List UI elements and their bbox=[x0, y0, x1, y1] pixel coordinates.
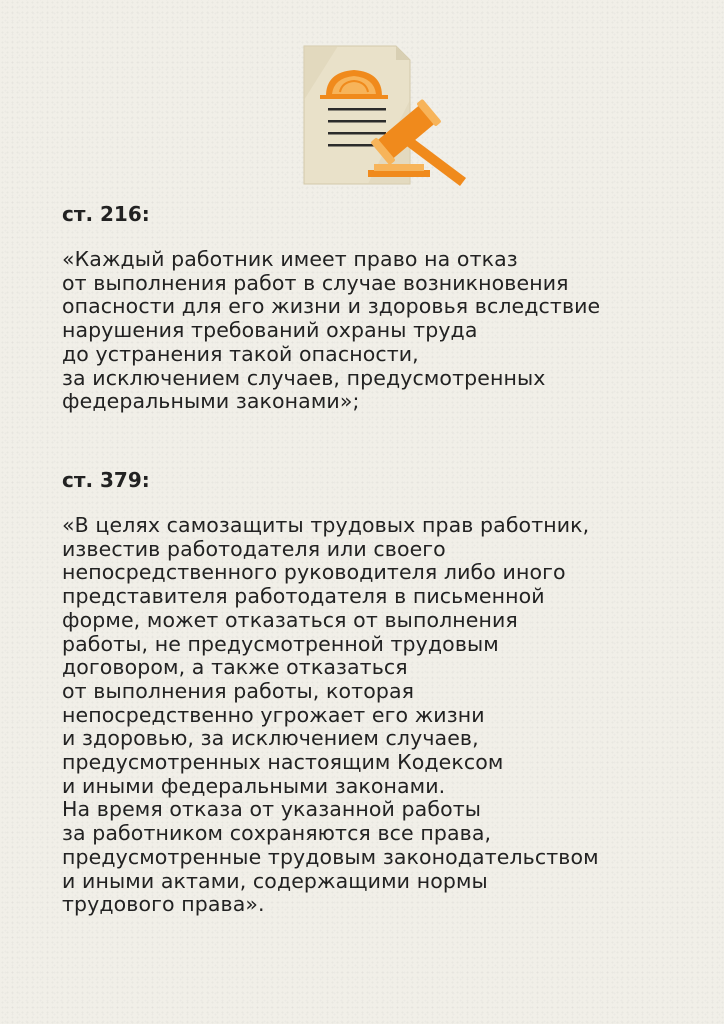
document-with-gavel-icon bbox=[298, 40, 473, 190]
article-heading: ст. 379: bbox=[62, 468, 150, 492]
article-text: «В целях самозащиты трудовых прав работник, известив работодателя или своего непосредственного руководителя либо иного представителя работодателя в письменной форме, может отказаться от выполнения работы, не предусмотренной трудовым договором, а также отказаться от выполнения работы, которая непосредственно угрожает его жизни и здоровью, за исключением случаев, предусмотренных настоящим Кодексом и иными федеральными законами. На время отказа от указанной работы за работником сохраняются все права, предусмотренные трудовым законодательством и иными актами, содержащими нормы трудового права». bbox=[62, 513, 599, 917]
article-heading: ст. 216: bbox=[62, 202, 150, 226]
article-text: «Каждый работник имеет право на отказ от выполнения работ в случае возникновения опасности для его жизни и здоровья вследствие нарушения требований охраны труда до устранения такой опасности, за исключением случаев, предусмотренных федеральными законами»; bbox=[62, 247, 601, 414]
article-379 bbox=[62, 466, 702, 917]
article-216 bbox=[62, 200, 702, 414]
